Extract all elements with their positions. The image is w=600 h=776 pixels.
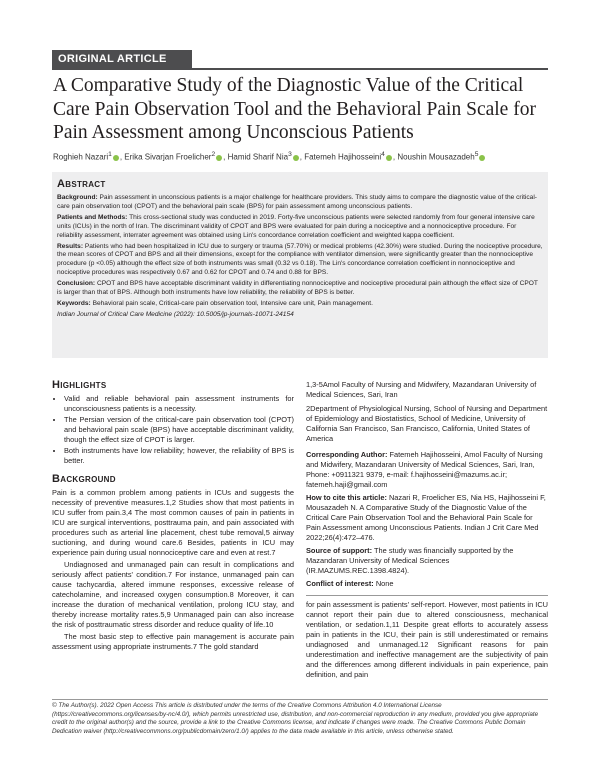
body-paragraph: Undiagnosed and unmanaged pain can result in complications and seriously affect patients' condition.7 For instance, unmanaged pain can cause tachycardia, altered immune responses, excessive release of catecholamine, and increased oxygen consumption.8 Moreover, it can increase the duration of mechanical ventilation, prolong ICU stay, and thereby increase mortality rates.5,9 Unmanaged pain can also increase the risk of posttraumatic stress disorder and reduce quality of life.10 <box>52 560 294 629</box>
author-sup: 4 <box>381 151 385 158</box>
source-of-support: The study was financially supported by the Mazandaran University of Medical Sciences (IR.MAZUMS.REC.1398.4824). <box>306 546 514 575</box>
orcid-icon[interactable] <box>113 155 119 161</box>
author-sup: 1 <box>108 151 112 158</box>
abstract-label: Keywords: <box>57 299 91 307</box>
author-sup: 5 <box>474 151 479 158</box>
orcid-icon[interactable] <box>386 155 392 161</box>
abstract-label: Background: <box>57 194 98 201</box>
highlights-heading: Highlights <box>52 379 107 391</box>
orcid-icon[interactable] <box>479 155 485 161</box>
list-item: • Both instruments have low reliability; however, the reliability of BPS is better. <box>64 446 294 466</box>
author-name[interactable]: Erika Sivarjan Froelicher <box>124 152 212 162</box>
highlights-list <box>52 394 294 466</box>
body-paragraph: Pain is a common problem among patients in ICUs and suggests the necessity of preventive measures.1,2 Studies show that most patients in ICU suffer from pain.3,4 The most common causes of pain in patients in ICU are surgical interventions, posttrauma pain, and pain associated with procedures such as arterial line placement, chest tube removal,5 airway suctioning, and during wound care.6 Besides, patients in ICU may experience pain during usual nonnociceptive care and even at rest.7 <box>52 488 294 557</box>
section-divider <box>306 595 548 596</box>
left-column <box>52 380 294 654</box>
abstract-results: Patients who had been hospitalized in ICU due to surgery or trauma (57.70%) or medical problems (42.30%) were studied. During the nociceptive procedure, the mean scores of CPOT and BPS and all their dimensions, except for the compliance with ventilator dimension, were significantly greater than the nonnociceptive procedure (p <0.05) although the effect size of both instruments was small (0.32 vs 0.18). The Lin's concordance correlation coefficient in nonnociceptive and nociceptive procedures was respectively 0.67 and 0.62 for CPOT and 0.74 and 0.88 for BPS. <box>57 242 543 277</box>
article-meta <box>306 450 548 592</box>
body-paragraph: The most basic step to effective pain management is accurate pain assessment using appropriate instruments.7 The gold standard <box>52 632 294 651</box>
abstract-label: Results: <box>57 242 84 250</box>
meta-label: Corresponding Author: <box>306 450 388 459</box>
author-sup: 2 <box>211 151 216 158</box>
license-footer: © The Author(s). 2022 Open Access This article is distributed under the terms of the Creative Commons Attribution 4.0 International License (https://creativecommons.org/licenses/by-nc/4.0/), which permits unrestricted use, distribution, and non-commercial reproduction in any medium, provided you give appropriate credit to the original author(s) and the source, provide a link to the Creative Commons license, and indicate if changes were made. The Creative Commons Public Domain Dedication waiver (http://creativecommons.org/publicdomain/zero/1.0/) applies to the data made available in this article, unless otherwise stated. <box>52 702 539 736</box>
abstract-label: Patients and Methods: <box>57 213 128 221</box>
article-type-banner: ORIGINAL ARTICLE <box>52 50 192 68</box>
cite-this-article: Nazari R, Froelicher ES, Nia HS, Hajihosseini F, Mousazadeh N. A Comparative Study of the Diagnostic Value of the Critical Care Pain Observation Tool and the Behavioral Pain Scale for Pain Assessment among Unconscious Patients. Indian J Crit Care Med 2022;26(4):472–476. <box>306 493 546 542</box>
affiliation: 1,3-5Amol Faculty of Nursing and Midwifery, Mazandaran University of Medical Sciences, Sari, Iran <box>306 380 537 399</box>
affiliations <box>306 380 548 448</box>
affiliation: 2Department of Physiological Nursing, School of Nursing and Department of Epidemiology and Biostatistics, School of Medicine, University of California San Francisco, San Francisco, California, United States of America <box>306 404 548 443</box>
orcid-icon[interactable] <box>216 155 222 161</box>
corresponding-author: Fatemeh Hajihosseini, Amol Faculty of Nursing and Midwifery, Mazandaran University of Medical Sciences, Sari, Iran, Phone: +0911321 9379, e-mail: f.hajihosseini@mazums.ac.ir; fatemeh.haji@gmail.com <box>306 450 543 489</box>
abstract-methods: This cross-sectional study was conducted in 2019. Forty-five unconscious patients were selected randomly from four general intensive care units (ICUs) in the north of Iran. The discriminant validity of CPOT and BPS were evaluated for pain during a nociceptive and a nonnociceptive procedure. For reliability assessment, interrater agreement was obtained using Lin's concordance correlation coefficient and weighted kappa coefficient. <box>57 213 535 239</box>
abstract-label: Conclusion: <box>57 280 96 288</box>
article-title: A Comparative Study of the Diagnostic Value of the Critical Care Pain Observation Tool and the Behavioral Pain Scale for Pain Assessment among Unconscious Patients <box>53 75 536 143</box>
abstract-conclusion: CPOT and BPS have acceptable discriminant validity in differentiating nonnociceptive and nociceptive procedural pain although the effect size of CPOT is larger than that of BPS. Although both instruments have low reliability, the reliability of BPS is better. <box>57 280 538 297</box>
abstract-heading: Abstract <box>57 178 106 190</box>
meta-label: Source of support: <box>306 546 373 555</box>
abstract-keywords: Behavioral pain scale, Critical-care pain observation tool, Intensive care unit, Pain management. <box>92 299 373 307</box>
list-item: • Valid and reliable behavioral pain assessment instruments for unconsciousness patients is a necessity. <box>64 394 294 414</box>
abstract-body <box>57 194 543 322</box>
author-list: Roghieh Nazari$^1$ , Erika Sivarjan Froelicher$^2$ , Hamid Sharif Nia$^3$ , Fatemeh Hajihosseini$^4$ , Noushin Mousazadeh$^5$ <box>53 149 553 163</box>
author-sup: 3 <box>288 151 292 158</box>
right-body <box>306 600 548 682</box>
author-name[interactable]: Noushin Mousazadeh <box>397 152 475 162</box>
orcid-icon[interactable] <box>293 155 299 161</box>
banner-rule <box>52 68 548 70</box>
abstract-background: Pain assessment in unconscious patients is a major challenge for healthcare providers. This study aims to compare the diagnostic value of the critical-care pain observation tool (CPOT) and the behavioral pain scale (BPS) for pain assessment among unconscious patients. <box>57 194 537 210</box>
conflict-of-interest: None <box>375 579 394 588</box>
body-paragraph: for pain assessment is patients' self-report. However, most patients in ICU cannot report their pain due to altered consciousness, mechanical ventilation, or sedation.1,11 Despite great efforts to accurately assess pain in patients in the ICU, their pain is still underestimated or remains undiagnosed and unmanaged.12 Significant reasons for pain underestimation and ineffective management are the subjectivity of pain and the differences among different individuals in pain experience, pain definition, and pain <box>306 600 548 679</box>
author-name[interactable]: Fatemeh Hajihosseini <box>304 152 382 162</box>
author-name[interactable]: Hamid Sharif Nia <box>227 152 289 162</box>
meta-label: Conflict of interest: <box>306 579 374 588</box>
meta-label: How to cite this article: <box>306 493 387 502</box>
list-item: • The Persian version of the critical-care pain observation tool (CPOT) and behavioral pain scale (BPS) have acceptable discriminant validity, though the effect size of CPOT is larger. <box>64 415 294 445</box>
abstract-citation[interactable]: Indian Journal of Critical Care Medicine (2022): 10.5005/jp-journals-10071-24154 <box>57 310 294 318</box>
background-heading: Background <box>52 473 116 485</box>
footer-divider <box>52 699 548 700</box>
author-name[interactable]: Roghieh Nazari <box>53 152 109 162</box>
